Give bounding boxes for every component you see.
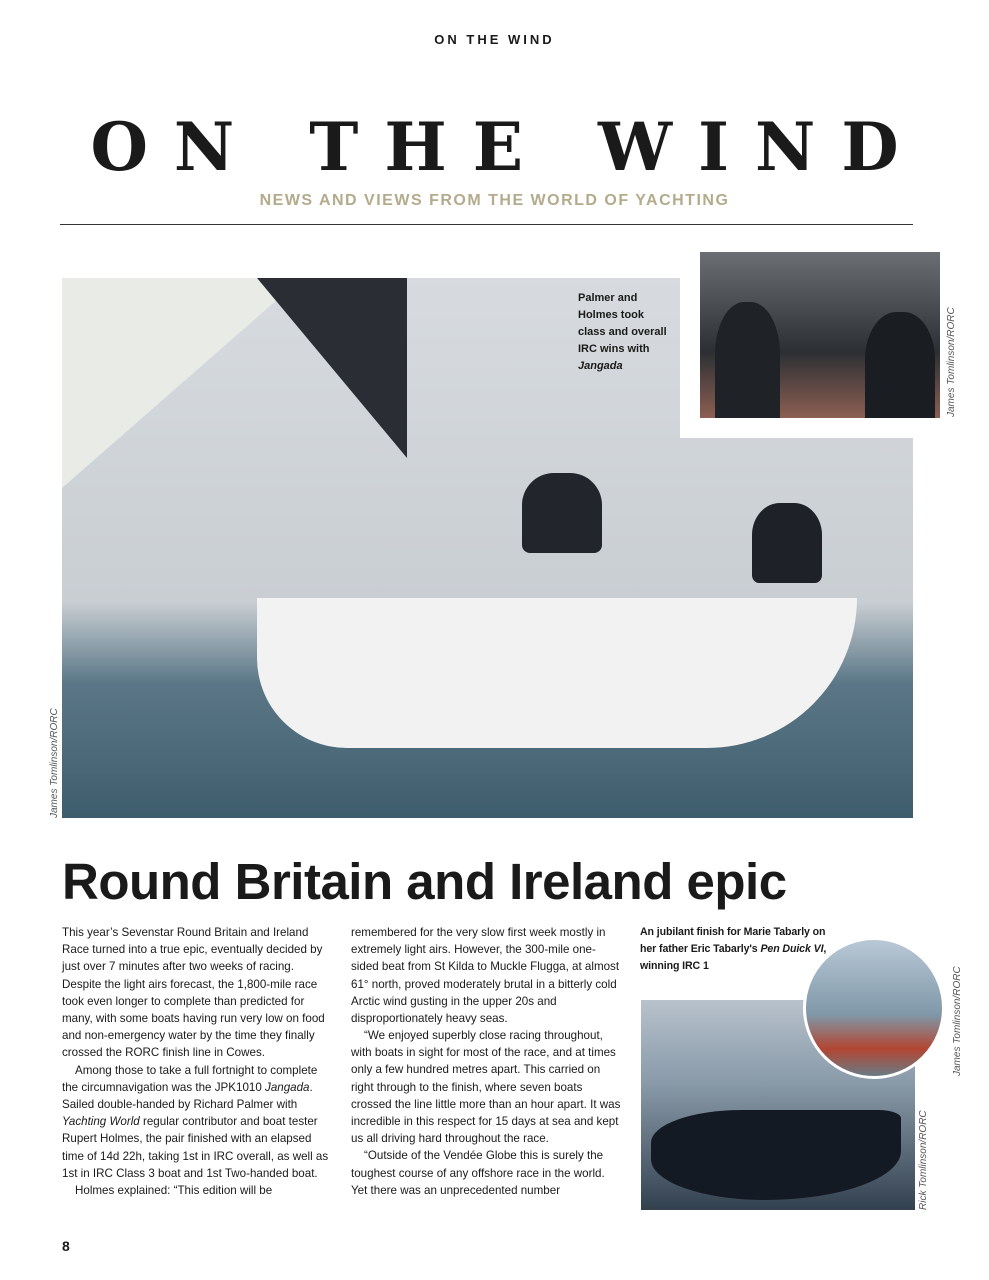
text: Among those to take a full fortnight to complete the circumnavigation was the JPK1010 — [62, 1063, 318, 1094]
paragraph: “We enjoyed superbly close racing throughout, with boats in sight for most of the race, and at times only a few hundred metres apart. This carried on right through to the finish, where seven boats crossed the line little more than an hour apart. It was incredible in this respect for 15 days at sea and kept us all driving hard throughout the race. — [351, 1029, 621, 1146]
photo-caption — [578, 290, 678, 375]
caption-line: Jangada — [578, 360, 623, 372]
crew-shape — [752, 503, 822, 583]
boat-name: Pen Duick VI — [760, 943, 824, 955]
running-header: ON THE WIND — [434, 32, 555, 47]
paragraph-continued — [351, 924, 623, 1027]
crew-shape — [522, 473, 602, 553]
photo-credit: James Tomlinson/RORC — [952, 966, 963, 1076]
article-column-2 — [351, 924, 623, 1199]
photo-credit: Rick Tomlinson/RORC — [918, 1110, 929, 1210]
sail-shape — [257, 278, 407, 458]
section-title: ON THE WIND — [90, 108, 925, 186]
caption-line: IRC wins with — [578, 343, 650, 355]
hull-shape — [257, 598, 857, 748]
paragraph — [62, 1062, 334, 1182]
photo-credit: James Tomlinson/RORC — [946, 307, 957, 417]
paragraph — [62, 1182, 334, 1199]
divider — [60, 224, 913, 225]
text: . Sailed double-handed by Richard Palmer with — [62, 1080, 313, 1112]
text: An jubilant finish for Marie Tabarly on her father Eric Tabarly's — [640, 926, 826, 955]
paragraph: This year’s Sevenstar Round Britain and Ireland Race turned into a true epic, eventually decided by just over 7 minutes after two weeks of racing. Despite the light airs forecast, the 1,800-mile race took even longer to complete than predicted for many, with some boats having run very low on food and non-emergency water by the time they finally crossed the RORC finish line in Cowes. — [62, 926, 325, 1060]
text: regular contributor and boat tester Rupert Holmes, the pair finished with an elapsed time of 14d 22h, taking 1st in IRC overall, as well as 1st in IRC Class 3 boat and 1st Two-handed boat. — [62, 1115, 329, 1180]
inset-photo-sailors — [700, 252, 940, 418]
boat-name: Jangada — [265, 1080, 310, 1094]
person-shape — [865, 312, 935, 418]
text: , winning IRC 1 — [640, 943, 827, 972]
photo-caption — [640, 924, 835, 975]
article-headline: Round Britain and Ireland epic — [62, 853, 787, 910]
publication-name: Yachting World — [62, 1115, 140, 1129]
text: Holmes explained: “This edition will be — [75, 1184, 273, 1198]
text: remembered for the very slow first week mostly in extremely light airs. However, the 300-mile one-sided beat from St Kilda to Muckle Flugga, at almost 61° north, proved moderately brutal in a bitterly cold Arctic wind gusting in the upper 20s and disproportionately heavy seas. — [351, 926, 620, 1026]
photo-credit: James Tomlinson/RORC — [49, 708, 60, 818]
paragraph: “Outside of the Vendée Globe this is surely the toughest course of any offshore race in the world. Yet there was an unprecedented number — [351, 1149, 605, 1197]
caption-line: Holmes took — [578, 309, 645, 321]
page-number: 8 — [62, 1238, 70, 1254]
section-subtitle: NEWS AND VIEWS FROM THE WORLD OF YACHTING — [259, 192, 730, 209]
hull-shape — [651, 1110, 901, 1200]
caption-line: Palmer and — [578, 292, 638, 304]
article-column-1 — [62, 924, 334, 1199]
caption-line: class and overall — [578, 326, 667, 338]
person-shape — [715, 302, 780, 418]
